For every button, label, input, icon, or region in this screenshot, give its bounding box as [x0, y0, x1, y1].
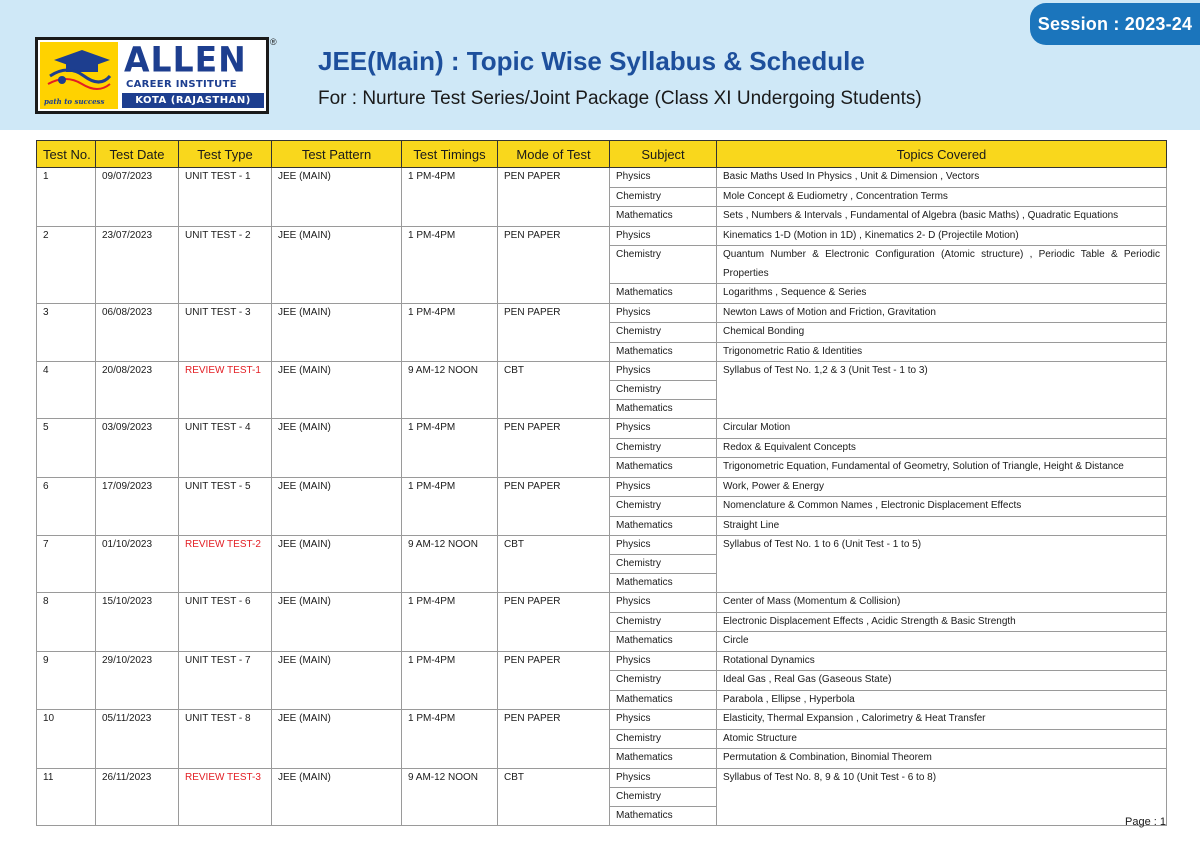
table-row — [37, 710, 1167, 730]
topics-cell: Sets , Numbers & Intervals , Fundamental of Algebra (basic Maths) , Quadratic Equations — [717, 207, 1167, 227]
topics-cell: Permutation & Combination, Binomial Theorem — [717, 749, 1167, 769]
topics-cell: Quantum Number & Electronic Configuration (Atomic structure) , Periodic Table & Periodic Properties — [717, 246, 1167, 284]
test-timings-cell: 1 PM-4PM — [402, 226, 498, 303]
topics-cell: Newton Laws of Motion and Friction, Gravitation — [717, 303, 1167, 323]
test-pattern-cell: JEE (MAIN) — [272, 593, 402, 652]
test-mode-cell: PEN PAPER — [498, 419, 610, 478]
test-timings-cell: 9 AM-12 NOON — [402, 536, 498, 593]
topics-cell: Electronic Displacement Effects , Acidic Strength & Basic Strength — [717, 612, 1167, 632]
subject-cell: Physics — [610, 536, 717, 555]
table-row — [37, 651, 1167, 671]
subject-cell: Physics — [610, 768, 717, 787]
test-timings-cell: 1 PM-4PM — [402, 651, 498, 710]
test-pattern-cell: JEE (MAIN) — [272, 536, 402, 593]
test-mode-cell: PEN PAPER — [498, 593, 610, 652]
topics-cell: Syllabus of Test No. 1 to 6 (Unit Test - 1 to 5) — [717, 536, 1167, 593]
test-type-cell: REVIEW TEST-3 — [179, 768, 272, 825]
subject-cell: Mathematics — [610, 284, 717, 304]
table-row — [37, 168, 1167, 188]
test-timings-cell: 1 PM-4PM — [402, 303, 498, 362]
test-no-cell: 1 — [37, 168, 96, 227]
test-type-cell: UNIT TEST - 3 — [179, 303, 272, 362]
test-pattern-cell: JEE (MAIN) — [272, 419, 402, 478]
subject-cell: Physics — [610, 226, 717, 246]
test-date-cell: 23/07/2023 — [96, 226, 179, 303]
test-pattern-cell: JEE (MAIN) — [272, 362, 402, 419]
test-type-cell: UNIT TEST - 8 — [179, 710, 272, 769]
test-no-cell: 10 — [37, 710, 96, 769]
col-header-test-type: Test Type — [179, 141, 272, 168]
topics-cell: Logarithms , Sequence & Series — [717, 284, 1167, 304]
test-mode-cell: PEN PAPER — [498, 477, 610, 536]
test-timings-cell: 9 AM-12 NOON — [402, 362, 498, 419]
table-row — [37, 477, 1167, 497]
table-row — [37, 536, 1167, 555]
topics-cell: Kinematics 1-D (Motion in 1D) , Kinematics 2- D (Projectile Motion) — [717, 226, 1167, 246]
test-date-cell: 03/09/2023 — [96, 419, 179, 478]
subject-cell: Physics — [610, 303, 717, 323]
subject-cell: Chemistry — [610, 187, 717, 207]
subject-cell: Chemistry — [610, 555, 717, 574]
col-header-test-pattern: Test Pattern — [272, 141, 402, 168]
col-header-mode-of-test: Mode of Test — [498, 141, 610, 168]
logo-subtitle: CAREER INSTITUTE — [126, 79, 237, 90]
subject-cell: Chemistry — [610, 381, 717, 400]
table-row — [37, 593, 1167, 613]
allen-logo — [35, 37, 269, 114]
test-mode-cell: PEN PAPER — [498, 651, 610, 710]
test-type-cell: UNIT TEST - 4 — [179, 419, 272, 478]
subject-cell: Physics — [610, 651, 717, 671]
test-timings-cell: 9 AM-12 NOON — [402, 768, 498, 825]
registered-mark: ® — [270, 37, 277, 47]
topics-cell: Redox & Equivalent Concepts — [717, 438, 1167, 458]
test-no-cell: 3 — [37, 303, 96, 362]
test-date-cell: 29/10/2023 — [96, 651, 179, 710]
subject-cell: Mathematics — [610, 400, 717, 419]
test-pattern-cell: JEE (MAIN) — [272, 477, 402, 536]
session-badge: Session : 2023-24 — [1030, 3, 1200, 45]
logo-brand: ALLEN — [124, 39, 247, 80]
subject-cell: Physics — [610, 419, 717, 439]
test-timings-cell: 1 PM-4PM — [402, 710, 498, 769]
subject-cell: Mathematics — [610, 749, 717, 769]
test-timings-cell: 1 PM-4PM — [402, 168, 498, 227]
topics-cell: Atomic Structure — [717, 729, 1167, 749]
test-no-cell: 2 — [37, 226, 96, 303]
topics-cell: Basic Maths Used In Physics , Unit & Dimension , Vectors — [717, 168, 1167, 188]
table-row — [37, 768, 1167, 787]
test-mode-cell: PEN PAPER — [498, 710, 610, 769]
subject-cell: Chemistry — [610, 323, 717, 343]
topics-cell: Chemical Bonding — [717, 323, 1167, 343]
test-date-cell: 26/11/2023 — [96, 768, 179, 825]
test-no-cell: 5 — [37, 419, 96, 478]
test-type-cell: REVIEW TEST-1 — [179, 362, 272, 419]
subject-cell: Chemistry — [610, 671, 717, 691]
subject-cell: Mathematics — [610, 574, 717, 593]
test-type-cell: UNIT TEST - 2 — [179, 226, 272, 303]
test-mode-cell: CBT — [498, 362, 610, 419]
test-date-cell: 05/11/2023 — [96, 710, 179, 769]
topics-cell: Rotational Dynamics — [717, 651, 1167, 671]
test-mode-cell: PEN PAPER — [498, 303, 610, 362]
topics-cell: Syllabus of Test No. 1,2 & 3 (Unit Test - 1 to 3) — [717, 362, 1167, 419]
test-pattern-cell: JEE (MAIN) — [272, 303, 402, 362]
logo-tagline: path to success — [44, 97, 105, 106]
test-date-cell: 01/10/2023 — [96, 536, 179, 593]
table-row — [37, 226, 1167, 246]
subject-cell: Mathematics — [610, 342, 717, 362]
test-no-cell: 9 — [37, 651, 96, 710]
topics-cell: Parabola , Ellipse , Hyperbola — [717, 690, 1167, 710]
table-row — [37, 362, 1167, 381]
topics-cell: Ideal Gas , Real Gas (Gaseous State) — [717, 671, 1167, 691]
test-pattern-cell: JEE (MAIN) — [272, 168, 402, 227]
topics-cell: Circle — [717, 632, 1167, 652]
test-pattern-cell: JEE (MAIN) — [272, 226, 402, 303]
test-no-cell: 6 — [37, 477, 96, 536]
test-type-cell: REVIEW TEST-2 — [179, 536, 272, 593]
test-mode-cell: PEN PAPER — [498, 168, 610, 227]
subject-cell: Physics — [610, 168, 717, 188]
table-row — [37, 303, 1167, 323]
test-date-cell: 20/08/2023 — [96, 362, 179, 419]
test-type-cell: UNIT TEST - 1 — [179, 168, 272, 227]
topics-cell: Mole Concept & Eudiometry , Concentration Terms — [717, 187, 1167, 207]
page-subtitle: For : Nurture Test Series/Joint Package (Class XI Undergoing Students) — [318, 88, 922, 109]
test-type-cell: UNIT TEST - 5 — [179, 477, 272, 536]
graduate-cap-icon — [44, 46, 114, 94]
test-date-cell: 06/08/2023 — [96, 303, 179, 362]
topics-cell: Nomenclature & Common Names , Electronic Displacement Effects — [717, 497, 1167, 517]
col-header-test-timings: Test Timings — [402, 141, 498, 168]
topics-cell: Circular Motion — [717, 419, 1167, 439]
test-pattern-cell: JEE (MAIN) — [272, 768, 402, 825]
subject-cell: Physics — [610, 477, 717, 497]
test-timings-cell: 1 PM-4PM — [402, 419, 498, 478]
test-mode-cell: CBT — [498, 536, 610, 593]
subject-cell: Chemistry — [610, 246, 717, 284]
subject-cell: Chemistry — [610, 787, 717, 806]
topics-cell: Syllabus of Test No. 8, 9 & 10 (Unit Test - 6 to 8) — [717, 768, 1167, 825]
logo-wordmark — [120, 39, 264, 109]
subject-cell: Mathematics — [610, 207, 717, 227]
schedule-body — [37, 168, 1167, 826]
test-mode-cell: PEN PAPER — [498, 226, 610, 303]
subject-cell: Physics — [610, 593, 717, 613]
test-no-cell: 4 — [37, 362, 96, 419]
page-title: JEE(Main) : Topic Wise Syllabus & Schedule — [318, 46, 865, 76]
subject-cell: Physics — [610, 362, 717, 381]
col-header-test-no: Test No. — [37, 141, 96, 168]
test-date-cell: 09/07/2023 — [96, 168, 179, 227]
test-timings-cell: 1 PM-4PM — [402, 593, 498, 652]
col-header-test-date: Test Date — [96, 141, 179, 168]
subject-cell: Chemistry — [610, 612, 717, 632]
subject-cell: Mathematics — [610, 458, 717, 478]
schedule-table — [36, 140, 1167, 826]
test-mode-cell: CBT — [498, 768, 610, 825]
col-header-subject: Subject — [610, 141, 717, 168]
subject-cell: Mathematics — [610, 690, 717, 710]
page-number: Page : 1 — [1125, 816, 1166, 828]
subject-cell: Chemistry — [610, 729, 717, 749]
table-header-row — [37, 141, 1167, 168]
topics-cell: Straight Line — [717, 516, 1167, 536]
test-type-cell: UNIT TEST - 6 — [179, 593, 272, 652]
topics-cell: Center of Mass (Momentum & Collision) — [717, 593, 1167, 613]
topics-cell: Trigonometric Ratio & Identities — [717, 342, 1167, 362]
subject-cell: Mathematics — [610, 632, 717, 652]
test-pattern-cell: JEE (MAIN) — [272, 710, 402, 769]
test-date-cell: 15/10/2023 — [96, 593, 179, 652]
test-no-cell: 7 — [37, 536, 96, 593]
logo-emblem — [40, 42, 118, 109]
test-pattern-cell: JEE (MAIN) — [272, 651, 402, 710]
col-header-topics-covered: Topics Covered — [717, 141, 1167, 168]
logo-city: KOTA (RAJASTHAN) — [122, 93, 264, 108]
subject-cell: Chemistry — [610, 497, 717, 517]
topics-cell: Work, Power & Energy — [717, 477, 1167, 497]
test-type-cell: UNIT TEST - 7 — [179, 651, 272, 710]
test-no-cell: 8 — [37, 593, 96, 652]
test-no-cell: 11 — [37, 768, 96, 825]
test-date-cell: 17/09/2023 — [96, 477, 179, 536]
test-timings-cell: 1 PM-4PM — [402, 477, 498, 536]
subject-cell: Physics — [610, 710, 717, 730]
topics-cell: Elasticity, Thermal Expansion , Calorimetry & Heat Transfer — [717, 710, 1167, 730]
table-row — [37, 419, 1167, 439]
subject-cell: Chemistry — [610, 438, 717, 458]
topics-cell: Trigonometric Equation, Fundamental of Geometry, Solution of Triangle, Height & Distance — [717, 458, 1167, 478]
subject-cell: Mathematics — [610, 806, 717, 825]
subject-cell: Mathematics — [610, 516, 717, 536]
